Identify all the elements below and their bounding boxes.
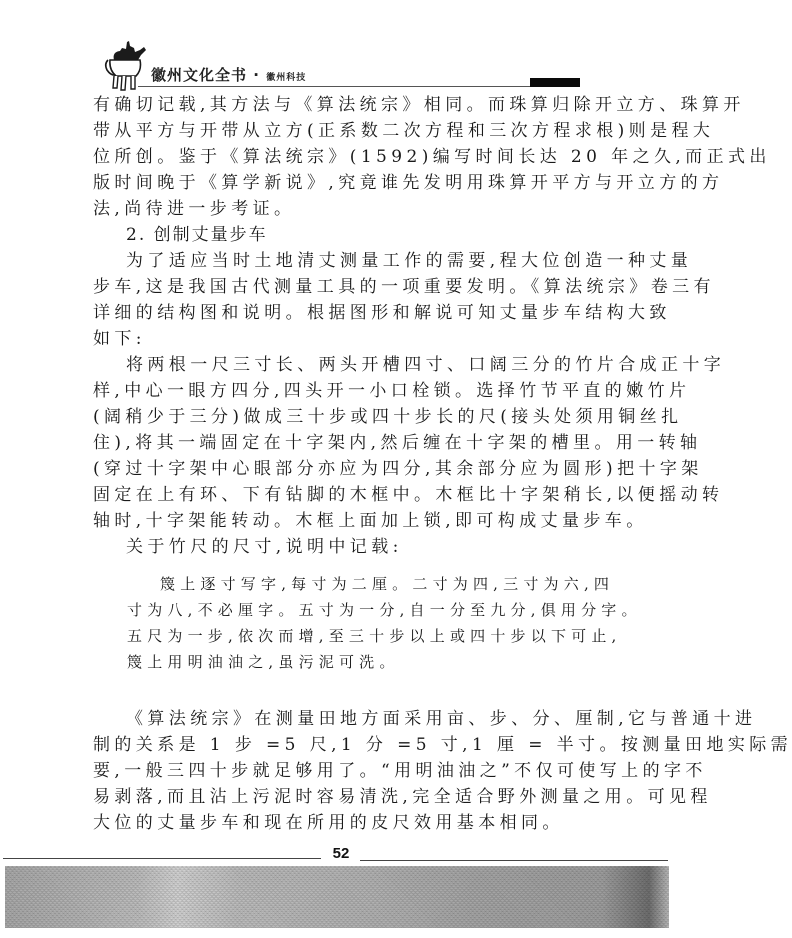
text-line: 制的关系是 1 步 =5 尺,1 分 =5 寸,1 厘 = 半寸。按测量田地实际需 [93,735,792,755]
footer-rule-right [360,860,668,861]
text-line: 要,一般三四十步就足够用了。“用明油油之”不仅可使写上的字不 [93,761,707,781]
text-line: 位所创。鉴于《算法统宗》(1592)编写时间长达 20 年之久,而正式出 [93,147,771,167]
block-quote [127,571,642,675]
paragraph-5 [93,706,792,836]
text-line: 《算法统宗》在测量田地方面采用亩、步、分、厘制,它与普通十进 [126,709,757,729]
quote-line: 寸为八,不必厘字。五寸为一分,自一分至九分,俱用分字。 [127,601,642,619]
text-line: 固定在上有环、下有钻脚的木框中。木框比十字架稍长,以便摇动转 [93,485,724,505]
header-black-bar [530,78,580,87]
text-line: 为了适应当时土地清丈测量工作的需要,程大位创造一种丈量 [126,251,693,271]
body-text [93,92,771,560]
bronze-ding-vessel-icon [100,38,150,92]
text-line: (穿过十字架中心眼部分亦应为四分,其余部分应为圆形)把十字架 [93,459,703,479]
title-separator: · [253,66,260,84]
paragraph-2 [93,248,715,352]
text-line: 详细的结构图和说明。根据图形和解说可知丈量步车结构大致 [93,303,671,323]
running-header [0,0,672,92]
text-line: 如下: [93,329,146,349]
section-heading: 2. 创制丈量步车 [126,225,268,245]
paragraph-1 [93,92,771,222]
volume-title: 徽州科技 [266,73,307,83]
text-line: 将两根一尺三寸长、两头开槽四寸、口阔三分的竹片合成正十字 [126,355,726,375]
series-name: 徽州文化全书 [151,66,248,84]
quote-line: 五尺为一步,依次而增,至三十步以上或四十步以下可止, [127,627,622,645]
text-line: (阔稍少于三分)做成三十步或四十步长的尺(接头处须用铜丝扎 [93,407,683,427]
header-rule [138,86,533,87]
footer-texture-band [5,866,669,928]
text-line: 住),将其一端固定在十字架内,然后缠在十字架的槽里。用一转轴 [93,433,702,453]
text-line: 有确切记载,其方法与《算法统宗》相同。而珠算归除开立方、珠算开 [93,95,745,115]
text-line: 易剥落,而且沾上污泥时容易清洗,完全适合野外测量之用。可见程 [93,787,712,807]
text-line: 法,尚待进一步考证。 [93,199,296,219]
quote-line: 篾上用明油油之,虽污泥可洗。 [127,653,400,671]
text-line: 关于竹尺的尺寸,说明中记载: [126,537,403,557]
text-line: 步车,这是我国古代测量工具的一项重要发明。《算法统宗》卷三有 [93,277,715,297]
series-title [151,64,306,85]
footer-rule-left [3,858,321,859]
text-line: 版时间晚于《算学新说》,究竟谁先发明用珠算开平方与开立方的方 [93,173,724,193]
paragraph-3 [93,352,726,534]
text-line: 带从平方与开带从立方(正系数二次方程和三次方程求根)则是程大 [93,121,715,141]
page-number: 52 [332,845,350,862]
text-line: 样,中心一眼方四分,四头开一小口栓锁。选择竹节平直的嫩竹片 [93,381,691,401]
text-line: 轴时,十字架能转动。木框上面加上锁,即可构成丈量步车。 [93,511,648,531]
text-line: 大位的丈量步车和现在所用的皮尺效用基本相同。 [93,813,564,833]
quote-line: 篾上逐寸写字,每寸为二厘。二寸为四,三寸为六,四 [160,575,615,593]
paragraph-4 [93,534,590,560]
